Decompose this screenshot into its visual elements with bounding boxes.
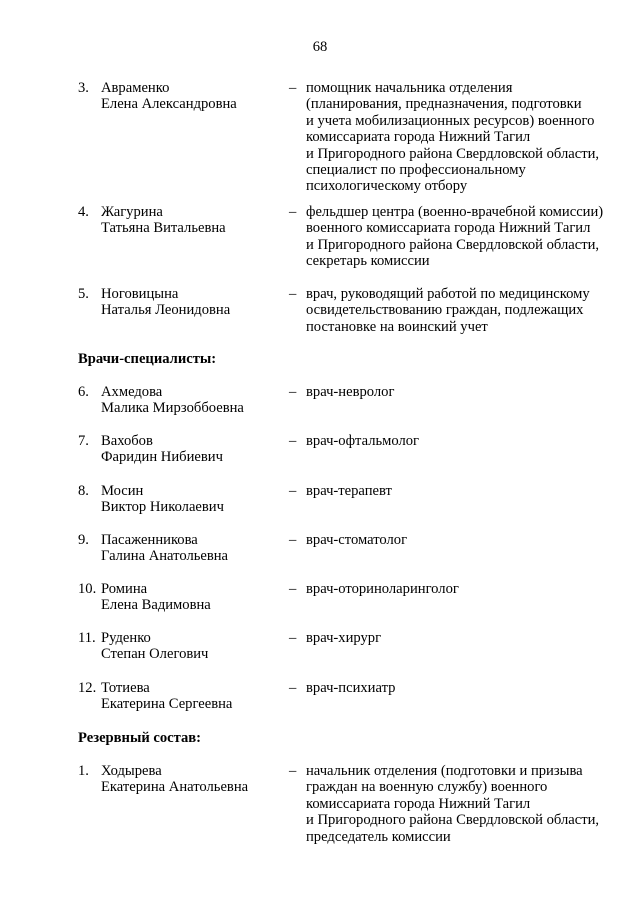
person-surname: Авраменко <box>101 80 170 96</box>
position-description <box>306 286 618 335</box>
position-line: врач-стоматолог <box>306 532 408 548</box>
position-line: комиссариата города Нижний Тагил <box>306 129 531 146</box>
position-line: психологическому отбору <box>306 178 468 195</box>
entry-number: 9. <box>78 532 89 548</box>
person-surname: Пасаженникова <box>101 532 198 548</box>
entry-number: 4. <box>78 204 89 220</box>
dash-separator: – <box>289 532 297 548</box>
person-name <box>101 680 232 713</box>
position-line: специалист по профессиональному <box>306 162 526 179</box>
person-given-names: Степан Олегович <box>101 646 209 663</box>
person-surname: Вахобов <box>101 433 153 449</box>
person-surname: Жагурина <box>101 204 163 220</box>
entry-number: 11. <box>78 630 96 646</box>
dash-separator: – <box>289 630 297 646</box>
entry-number: 1. <box>78 763 89 779</box>
section-heading-specialists: Врачи-специалисты: <box>78 351 217 367</box>
position-description <box>306 763 618 845</box>
person-given-names: Виктор Николаевич <box>101 499 224 516</box>
person-surname: Ходырева <box>101 763 162 779</box>
position-line: начальник отделения (подготовки и призыва <box>306 763 583 779</box>
person-surname: Руденко <box>101 630 151 646</box>
position-description <box>306 204 618 270</box>
position-description <box>306 433 618 449</box>
position-line: врач-психиатр <box>306 680 396 696</box>
person-surname: Ромина <box>101 581 148 597</box>
position-line: врач-хирург <box>306 630 382 646</box>
person-name <box>101 433 223 466</box>
position-description <box>306 80 618 195</box>
entry-number: 3. <box>78 80 89 96</box>
person-given-names: Татьяна Витальевна <box>101 220 226 237</box>
person-surname: Ахмедова <box>101 384 163 400</box>
position-line: и Пригородного района Свердловской области, <box>306 812 600 829</box>
position-line: председатель комиссии <box>306 828 451 845</box>
person-name <box>101 763 248 796</box>
person-name <box>101 581 211 614</box>
section-heading-reserve: Резервный состав: <box>78 730 202 746</box>
position-line: врач, руководящий работой по медицинскому <box>306 286 590 302</box>
position-description <box>306 384 618 400</box>
person-surname: Мосин <box>101 483 144 499</box>
dash-separator: – <box>289 581 297 597</box>
dash-separator: – <box>289 80 297 96</box>
position-description <box>306 680 618 696</box>
person-name <box>101 384 244 417</box>
dash-separator: – <box>289 763 297 779</box>
position-description <box>306 483 618 499</box>
person-name <box>101 483 224 516</box>
entry-number: 6. <box>78 384 89 400</box>
person-surname: Ноговицына <box>101 286 179 302</box>
position-line: помощник начальника отделения <box>306 80 513 96</box>
person-name <box>101 286 230 319</box>
person-name <box>101 80 237 113</box>
position-line: и Пригородного района Свердловской области, <box>306 236 600 253</box>
position-line: врач-невролог <box>306 384 395 400</box>
position-line: секретарь комиссии <box>306 253 430 270</box>
person-given-names: Екатерина Сергеевна <box>101 696 233 713</box>
position-description <box>306 630 618 646</box>
dash-separator: – <box>289 204 297 220</box>
position-line: (планирования, предназначения, подготовки <box>306 96 582 113</box>
entry-number: 10. <box>78 581 97 597</box>
person-given-names: Елена Александровна <box>101 96 237 113</box>
entry-number: 7. <box>78 433 89 449</box>
person-given-names: Елена Вадимовна <box>101 597 211 614</box>
dash-separator: – <box>289 680 297 696</box>
position-line: и учета мобилизационных ресурсов) военного <box>306 112 595 129</box>
person-name <box>101 630 208 663</box>
dash-separator: – <box>289 483 297 499</box>
position-line: освидетельствованию граждан, подлежащих <box>306 302 584 319</box>
position-line: врач-терапевт <box>306 483 392 499</box>
position-line: постановке на воинский учет <box>306 318 488 335</box>
entry-number: 8. <box>78 483 89 499</box>
dash-separator: – <box>289 384 297 400</box>
dash-separator: – <box>289 433 297 449</box>
person-name <box>101 204 226 237</box>
position-line: граждан на военную службу) военного <box>306 779 548 796</box>
position-line: фельдшер центра (военно-врачебной комиссии) <box>306 204 604 220</box>
position-line: врач-оториноларинголог <box>306 581 459 597</box>
dash-separator: – <box>289 286 297 302</box>
entry-number: 5. <box>78 286 89 302</box>
person-given-names: Малика Мирзоббоевна <box>101 400 244 417</box>
person-given-names: Фаридин Нибиевич <box>101 449 223 466</box>
position-description <box>306 532 618 548</box>
person-given-names: Наталья Леонидовна <box>101 302 231 319</box>
entry-number: 12. <box>78 680 97 696</box>
person-given-names: Галина Анатольевна <box>101 548 229 565</box>
person-given-names: Екатерина Анатольевна <box>101 779 249 796</box>
person-name <box>101 532 228 565</box>
person-surname: Тотиева <box>101 680 150 696</box>
position-line: военного комиссариата города Нижний Тагил <box>306 220 591 237</box>
position-line: и Пригородного района Свердловской области, <box>306 145 600 162</box>
position-description <box>306 581 618 597</box>
page-number: 68 <box>312 39 328 55</box>
position-line: комиссариата города Нижний Тагил <box>306 795 531 812</box>
position-line: врач-офтальмолог <box>306 433 420 449</box>
